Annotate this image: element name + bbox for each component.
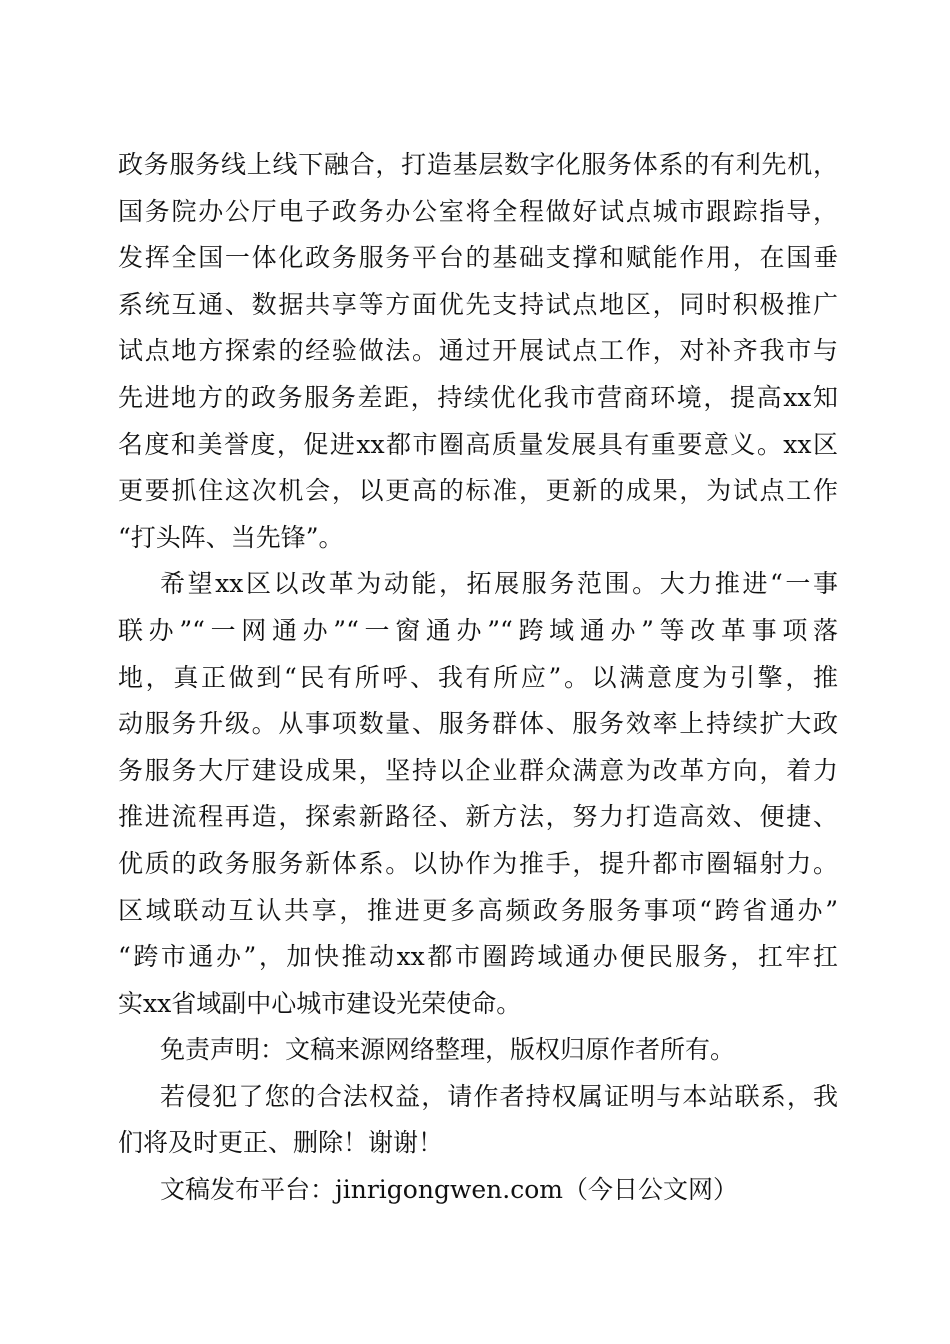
paragraph-2 [118,561,838,1027]
paragraph-line: 联办”“一网通办”“一窗通办”“跨域通办”等改革事项落 [118,615,838,645]
paragraph-line: 希望xx区以改革为动能，拓展服务范围。大力推进“一事 [160,569,838,599]
paragraph-line: 地，真正做到“民有所呼、我有所应”。以满意度为引擎，推 [118,662,838,692]
paragraph-line: 名度和美誉度，促进xx都市圈高质量发展具有重要意义。xx区 [118,429,838,459]
publisher-line: 文稿发布平台：jinrigongwen.com（今日公文网） [160,1175,738,1205]
paragraph-line: 先进地方的政务服务差距，持续优化我市营商环境，提高xx知 [118,382,838,412]
paragraph-line: 若侵犯了您的合法权益，请作者持权属证明与本站联系，我 [160,1081,838,1111]
paragraph-line: 务服务大厅建设成果，坚持以企业群众满意为改革方向，着力 [118,755,838,785]
disclaimer-text: 免责声明：文稿来源网络整理，版权归原作者所有。 [160,1035,736,1065]
paragraph-line: 试点地方探索的经验做法。通过开展试点工作，对补齐我市与 [118,336,838,366]
paragraph-1 [118,142,838,561]
paragraph-line: 们将及时更正、删除！谢谢！ [118,1128,444,1158]
paragraph-line: 更要抓住这次机会，以更高的标准，更新的成果，为试点工作 [118,476,838,506]
paragraph-line: 发挥全国一体化政务服务平台的基础支撑和赋能作用，在国垂 [118,243,838,273]
document-body [118,142,838,1214]
paragraph-line: 推进流程再造，探索新路径、新方法，努力打造高效、便捷、 [118,802,838,832]
paragraph-line: 政务服务线上线下融合，打造基层数字化服务体系的有利先机， [118,150,838,179]
paragraph-line: 系统互通、数据共享等方面优先支持试点地区，同时积极推广 [118,289,838,319]
paragraph-line: 区域联动互认共享，推进更多高频政务服务事项“跨省通办” [118,895,838,925]
paragraph-line: “跨市通办”，加快推动xx都市圈跨域通办便民服务，扛牢扛 [118,942,838,972]
paragraph-line: 动服务升级。从事项数量、服务群体、服务效率上持续扩大政 [118,709,838,739]
infringement-notice [118,1074,838,1167]
paragraph-line: 实xx省域副中心城市建设光荣使命。 [118,988,522,1018]
paragraph-line: 国务院办公厅电子政务办公室将全程做好试点城市跟踪指导， [118,196,838,226]
paragraph-line: 优质的政务服务新体系。以协作为推手，提升都市圈辐射力。 [118,848,838,878]
paragraph-line: “打头阵、当先锋”。 [118,522,344,552]
